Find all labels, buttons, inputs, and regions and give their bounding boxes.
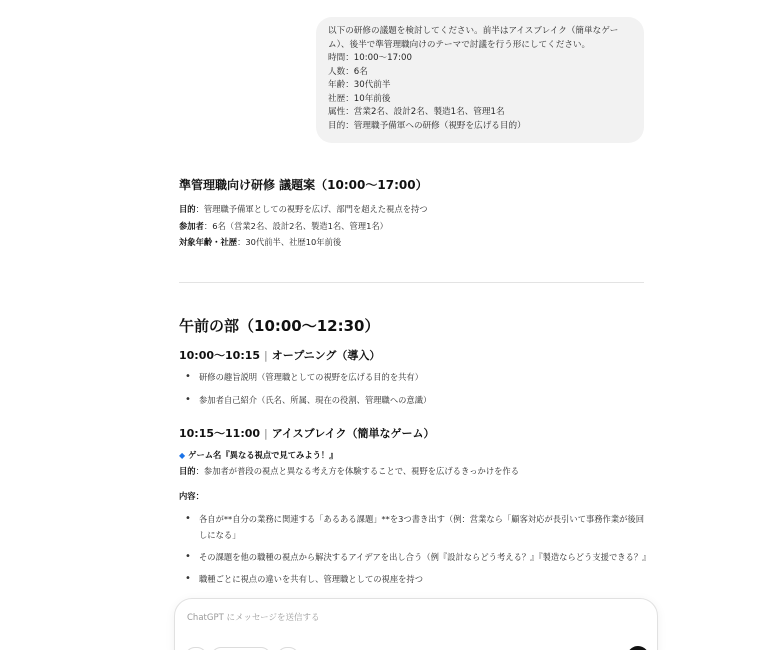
purpose-text: ：参加者が普段の視点と異なる考え方を体験することで、視野を広げるきっかけを作る	[195, 466, 520, 476]
composer-placeholder[interactable]: ChatGPT にメッセージを送信する	[187, 613, 320, 623]
meta-label: 参加者	[179, 220, 204, 231]
content-label: 内容：	[179, 491, 204, 501]
list-item: • 研修の趣旨説明（管理職としての視野を広げる目的を共有）	[179, 369, 649, 385]
meta-label: 目的	[179, 204, 196, 214]
user-message-line: 以下の研修の議題を検討してください。前半はアイスブレイク（簡単なゲー	[328, 26, 619, 36]
user-message-line: 人数：6名	[328, 66, 368, 77]
opening-title: オープニング（導入）	[271, 349, 381, 362]
answer-title: 準管理職向け研修 議題案（10:00～17:00）	[179, 178, 428, 192]
meta-text: ：6名（営業2名、設計2名、製造1名、管理1名）	[203, 220, 388, 231]
icebreak-title: アイスブレイク（簡単なゲーム）	[271, 427, 435, 440]
meta-row-target	[179, 234, 428, 251]
voice-mode-button[interactable]	[627, 646, 649, 650]
user-message-line: 目的：管理職予備軍への研修（視野を広げる目的）	[328, 120, 526, 131]
section-divider	[179, 282, 644, 283]
heading-separator: |	[264, 427, 268, 440]
answer-meta	[179, 201, 428, 251]
user-message-line: 社歴：10年前後	[328, 93, 391, 104]
list-item: • 職種ごとに視点の違いを共有し、管理職としての視座を持つ	[179, 571, 649, 587]
game-purpose	[179, 465, 519, 477]
meta-label: 対象年齢・社歴	[179, 237, 238, 247]
list-item: • 各自が**自分の業務に関連する「あるある課題」**を3つ書き出す（例：営業なら「顧客対応が長引いて事務作業が後回しになる」	[179, 511, 649, 543]
meta-row-participants	[179, 218, 428, 235]
morning-heading: 午前の部（10:00～12:30）	[179, 317, 380, 335]
game-name	[179, 449, 338, 461]
meta-text: ：30代前半、社歴10年前後	[237, 237, 342, 247]
diamond-icon: ◆	[179, 451, 186, 460]
purpose-label: 目的	[179, 466, 196, 476]
meta-row-purpose	[179, 201, 428, 218]
opening-bullet-list	[179, 369, 649, 408]
user-message-line: 時間：10:00～17:00	[328, 53, 412, 63]
opening-heading	[179, 347, 380, 363]
meta-text: ：管理職予備軍としての視野を広げ、部門を超えた視点を持つ	[195, 204, 428, 214]
user-message-line: ム）、後半で準管理職向けのテーマで討議を行う形にしてください。	[328, 39, 591, 50]
icebreak-heading	[179, 425, 434, 441]
user-message-line: 年齢：30代前半	[328, 80, 391, 90]
user-message-line: 属性：営業2名、設計2名、製造1名、管理1名	[328, 107, 505, 117]
opening-time: 10:00～10:15	[179, 349, 261, 362]
list-item: • その課題を他の職種の視点から解決するアイデアを出し合う（例『設計ならどう考える？』『製造ならどう支援できる？』	[179, 549, 649, 565]
list-item: • 参加者自己紹介（氏名、所属、現在の役割、管理職への意識）	[179, 392, 649, 408]
message-composer[interactable]	[174, 598, 658, 650]
game-name-text: ゲーム名『異なる視点で見てみよう！』	[188, 450, 338, 460]
user-message-bubble	[316, 17, 644, 143]
heading-separator: |	[264, 349, 268, 362]
icebreak-time: 10:15～11:00	[179, 427, 261, 440]
icebreak-bullet-list	[179, 511, 649, 587]
